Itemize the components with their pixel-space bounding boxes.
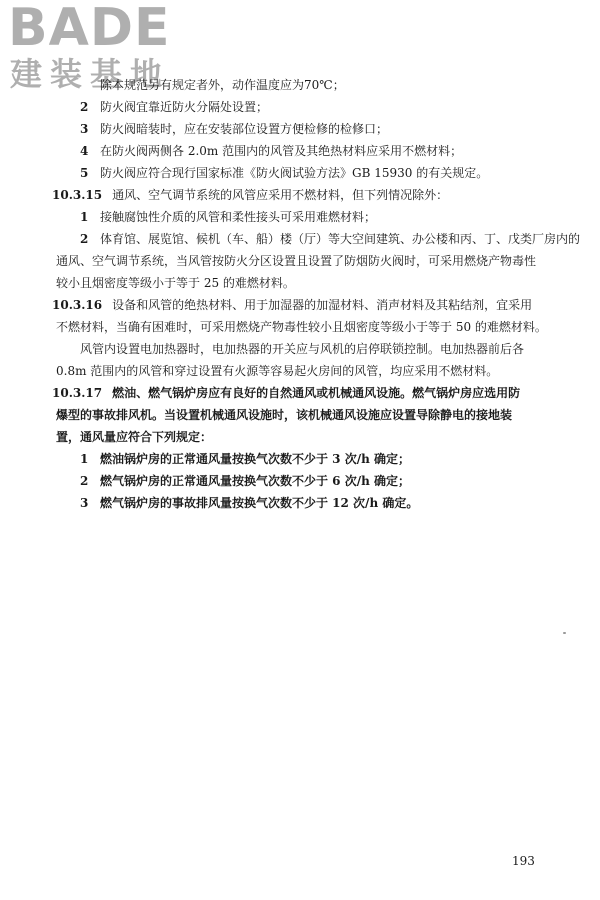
list-item	[56, 118, 556, 140]
line-text: 风管内设置电加热器时，电加热器的开关应与风机的启停联锁控制。电加热器前后各	[80, 342, 525, 356]
clause-number: 10.3.15	[52, 188, 103, 202]
text-line	[56, 272, 556, 294]
line-text: 除本规范另有规定者外，动作温度应为70℃；	[100, 78, 345, 92]
clause-text: 设备和风管的绝热材料、用于加湿器的加湿材料、消声材料及其粘结剂，宜采用	[112, 298, 533, 312]
watermark-cjk: 建装基地	[10, 55, 171, 93]
list-item	[56, 492, 556, 514]
item-number: 3	[80, 122, 89, 136]
item-text: 接触腐蚀性介质的风管和柔性接头可采用难燃材料；	[100, 210, 377, 224]
item-number: 1	[80, 210, 89, 224]
item-text: 燃气锅炉房的正常通风量按换气次数不少于 6 次/h 确定；	[100, 474, 410, 488]
line-text: 置，通风量应符合下列规定：	[56, 430, 213, 444]
list-item	[56, 228, 581, 250]
list-item	[56, 162, 556, 184]
line-text: 不燃材料，当确有困难时，可采用燃烧产物毒性较小且烟密度等级小于等于 50 的难燃材料。	[56, 320, 547, 334]
item-number: 4	[80, 144, 89, 158]
clause-heading	[52, 184, 556, 206]
list-item	[56, 448, 556, 470]
item-text: 体育馆、展览馆、候机（车、船）楼（厅）等大空间建筑、办公楼和丙、丁、戊类厂房内的	[100, 232, 581, 246]
item-number: 1	[80, 452, 89, 466]
text-line	[56, 250, 556, 272]
list-item	[56, 96, 556, 118]
clause-number: 10.3.16	[52, 298, 103, 312]
item-text: 防火阀暗装时，应在安装部位设置方便检修的检修口；	[100, 122, 389, 136]
item-number: 2	[80, 232, 89, 246]
item-number: 5	[80, 166, 89, 180]
clause-number: 10.3.17	[52, 386, 103, 400]
text-line	[56, 74, 556, 96]
line-text: 较小且烟密度等级小于等于 25 的难燃材料。	[56, 276, 295, 290]
text-line	[56, 360, 556, 382]
item-text: 燃气锅炉房的事故排风量按换气次数不少于 12 次/h 确定。	[100, 496, 419, 510]
item-number: 2	[80, 100, 89, 114]
list-item	[56, 470, 556, 492]
clause-text: 燃油、燃气锅炉房应有良好的自然通风或机械通风设施。燃气锅炉房应选用防	[112, 386, 521, 400]
clause-heading	[52, 294, 556, 316]
text-line	[56, 338, 556, 360]
text-line	[56, 404, 556, 426]
item-number: 3	[80, 496, 89, 510]
scan-speck	[563, 632, 566, 634]
item-text: 在防火阀两侧各 2.0m 范围内的风管及其绝热材料应采用不燃材料；	[100, 144, 463, 158]
document-body	[52, 74, 581, 514]
item-number: 2	[80, 474, 89, 488]
text-line	[56, 316, 556, 338]
list-item	[56, 206, 556, 228]
page-number: 193	[512, 854, 535, 868]
line-text: 0.8m 范围内的风管和穿过设置有火源等容易起火房间的风管，均应采用不燃材料。	[56, 364, 499, 378]
line-text: 爆型的事故排风机。当设置机械通风设施时，该机械通风设施应设置导除静电的接地装	[56, 408, 513, 422]
item-text: 防火阀宜靠近防火分隔处设置；	[100, 100, 269, 114]
clause-text: 通风、空气调节系统的风管应采用不燃材料，但下列情况除外：	[112, 188, 449, 202]
list-item	[56, 140, 556, 162]
line-text: 通风、空气调节系统，当风管按防火分区设置且设置了防烟防火阀时，可采用燃烧产物毒性	[56, 254, 537, 268]
item-text: 防火阀应符合现行国家标准《防火阀试验方法》GB 15930 的有关规定。	[100, 166, 489, 180]
text-line	[56, 426, 556, 448]
clause-heading	[52, 382, 556, 404]
watermark-latin: BADE	[8, 0, 171, 58]
item-text: 燃油锅炉房的正常通风量按换气次数不少于 3 次/h 确定；	[100, 452, 410, 466]
